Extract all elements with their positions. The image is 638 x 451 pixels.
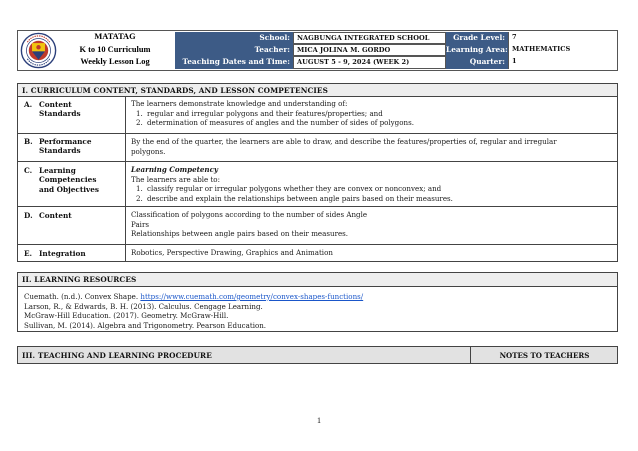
section-1-heading: I. CURRICULUM CONTENT, STANDARDS, AND LESSON COMPETENCIES: [17, 83, 618, 97]
label-line: Integration: [39, 249, 86, 258]
list-item: 1. regular and irregular polygons and their features/properties; and: [145, 109, 611, 119]
list-item: 1. classify regular or irregular polygons whether they are convex or nonconvex; and: [145, 184, 611, 194]
teacher-value: MICA JOLINA M. GORDO: [293, 44, 446, 56]
content-label: [24, 211, 122, 220]
reference-link[interactable]: https://www.cuemath.com/geometry/convex-shapes-functions/: [140, 292, 364, 301]
reference-item: [24, 292, 614, 302]
integration-text: Robotics, Perspective Drawing, Graphics and Animation: [131, 248, 333, 257]
label-line: Competencies: [39, 175, 97, 185]
label-line: and Objectives: [39, 184, 99, 194]
title-curriculum: K to 10 Curriculum: [79, 44, 151, 54]
school-label: School:: [175, 32, 293, 44]
quarter-label: Quarter:: [446, 56, 508, 69]
resources-list: [24, 292, 614, 330]
area-value: MATHEMATICS: [508, 44, 616, 56]
list-item: 2. describe and explain the relationships between angle pairs based on their measures.: [145, 194, 611, 204]
dates-value: AUGUST 5 - 9, 2024 (WEEK 2): [293, 56, 446, 69]
dates-label: Teaching Dates and Time:: [175, 56, 293, 69]
header-titles: [60, 31, 170, 70]
reference-item: McGraw-Hill Education. (2017). Geometry. McGraw-Hill.: [24, 311, 229, 321]
integration-label: [24, 249, 122, 258]
label-letter: B.: [24, 137, 33, 146]
reference-item: Sullivan, M. (2014). Algebra and Trigonometry. Pearson Education.: [24, 320, 267, 330]
grade-label: Grade Level:: [446, 32, 508, 44]
label-line: Standards: [39, 146, 81, 156]
reference-text: Cuemath. (n.d.). Convex Shape.: [24, 292, 141, 301]
text-line: Pairs: [131, 219, 149, 229]
row-divider: [17, 133, 618, 134]
page-number: 1: [317, 416, 321, 425]
label-letter: E.: [24, 249, 33, 258]
deped-seal-icon: [20, 32, 57, 69]
title-matatag: MATATAG: [94, 32, 136, 41]
content-standards-label: [24, 100, 122, 119]
text-line: polygons.: [131, 146, 166, 156]
section-3-title: III. TEACHING AND LEARNING PROCEDURE: [22, 350, 212, 360]
competency-heading: Learning Competency: [131, 165, 219, 174]
text-line: Classification of polygons according to the number of sides Angle: [131, 210, 368, 219]
reference-item: Larson, R., & Edwards, B. H. (2013). Calculus. Cengage Learning.: [24, 301, 263, 311]
label-line: Performance: [39, 137, 92, 146]
content-standards-text: [131, 99, 611, 128]
row-divider: [17, 244, 618, 245]
school-value: NAGBUNGA INTEGRATED SCHOOL: [293, 32, 446, 44]
grade-value: 7: [508, 32, 616, 44]
performance-standards-text: [131, 137, 615, 156]
label-line: Learning: [39, 166, 76, 175]
label-letter: C.: [24, 166, 33, 175]
notes-to-teachers-heading: NOTES TO TEACHERS: [499, 351, 590, 360]
quarter-value: 1: [508, 56, 616, 69]
text-line: By the end of the quarter, the learners are able to draw, and describe the features/properties of, regular and irregular: [131, 137, 557, 146]
row-divider: [17, 161, 618, 162]
label-letter: D.: [24, 211, 33, 220]
section-2-heading: II. LEARNING RESOURCES: [17, 272, 618, 287]
performance-standards-label: [24, 137, 122, 156]
area-label: Learning Area:: [446, 45, 508, 54]
label-line: Standards: [39, 109, 81, 119]
label-line: Content: [39, 211, 72, 220]
competency-intro: The learners are able to:: [131, 174, 220, 184]
competencies-label: [24, 166, 122, 194]
text-line: Relationships between angle pairs based on their measures.: [131, 229, 349, 239]
label-line: Content: [39, 100, 72, 109]
row-divider: [17, 206, 618, 207]
content-standards-intro: The learners demonstrate knowledge and understanding of:: [131, 99, 348, 108]
teacher-label: Teacher:: [175, 44, 293, 56]
competencies-text: [131, 165, 611, 203]
content-text: [131, 210, 611, 239]
column-divider: [125, 96, 126, 262]
title-log: Weekly Lesson Log: [80, 57, 150, 66]
label-letter: A.: [24, 100, 33, 109]
list-item: 2. determination of measures of angles and the number of sides of polygons.: [145, 118, 611, 128]
